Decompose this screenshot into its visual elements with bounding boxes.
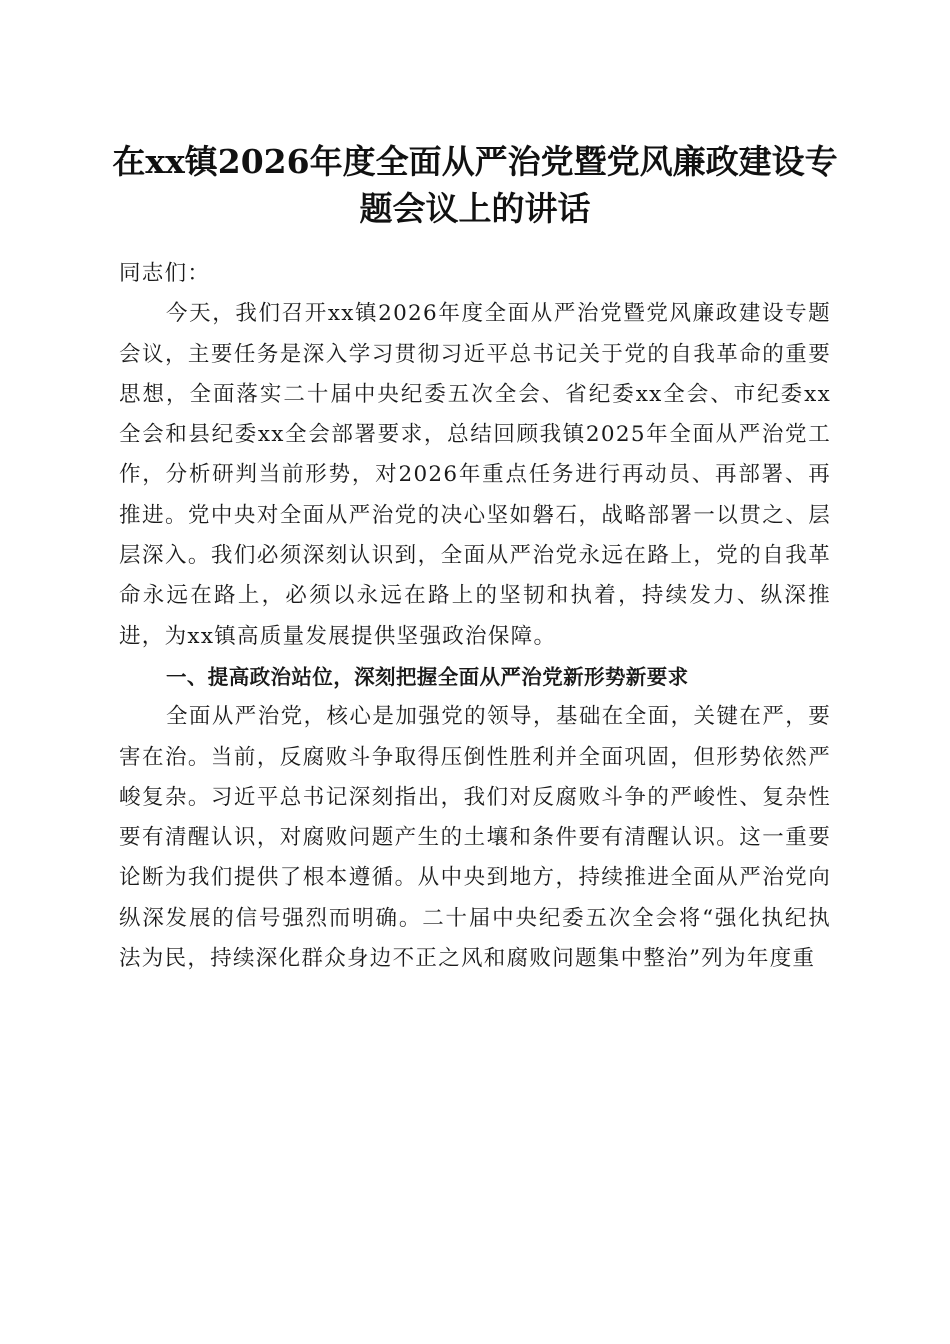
document-body xyxy=(119,254,831,979)
salutation: 同志们： xyxy=(119,261,211,286)
section-1-paragraph: 全面从严治党，核心是加强党的领导，基础在全面，关键在严，要害在治。当前，反腐败斗争取得压倒性胜利并全面巩固，但形势依然严峻复杂。习近平总书记深刻指出，我们对反腐败斗争的严峻性、复杂性要有清醒认识，对腐败问题产生的土壤和条件要有清醒认识。这一重要论断为我们提供了根本遵循。从中央到地方，持续推进全面从严治党向纵深发展的信号强烈而明确。二十届中央纪委五次全会将“强化执纪执法为民，持续深化群众身边不正之风和腐败问题集中整治”列为年度重 xyxy=(119,704,831,972)
document-title: 在xx镇2026年度全面从严治党暨党风廉政建设专题会议上的讲话 xyxy=(112,142,838,228)
section-heading-1: 一、提高政治站位，深刻把握全面从严治党新形势新要求 xyxy=(166,664,689,689)
intro-paragraph: 今天，我们召开xx镇2026年度全面从严治党暨党风廉政建设专题会议，主要任务是深入学习贯彻习近平总书记关于党的自我革命的重要思想，全面落实二十届中央纪委五次全会、省纪委xx全会、市纪委xx全会和县纪委xx全会部署要求，总结回顾我镇2025年全面从严治党工作，分析研判当前形势，对2026年重点任务进行再动员、再部署、再推进。党中央对全面从严治党的决心坚如磐石，战略部署一以贯之、层层深入。我们必须深刻认识到，全面从严治党永远在路上，党的自我革命永远在路上，必须以永远在路上的坚韧和执着，持续发力、纵深推进，为xx镇高质量发展提供坚强政治保障。 xyxy=(119,301,831,649)
